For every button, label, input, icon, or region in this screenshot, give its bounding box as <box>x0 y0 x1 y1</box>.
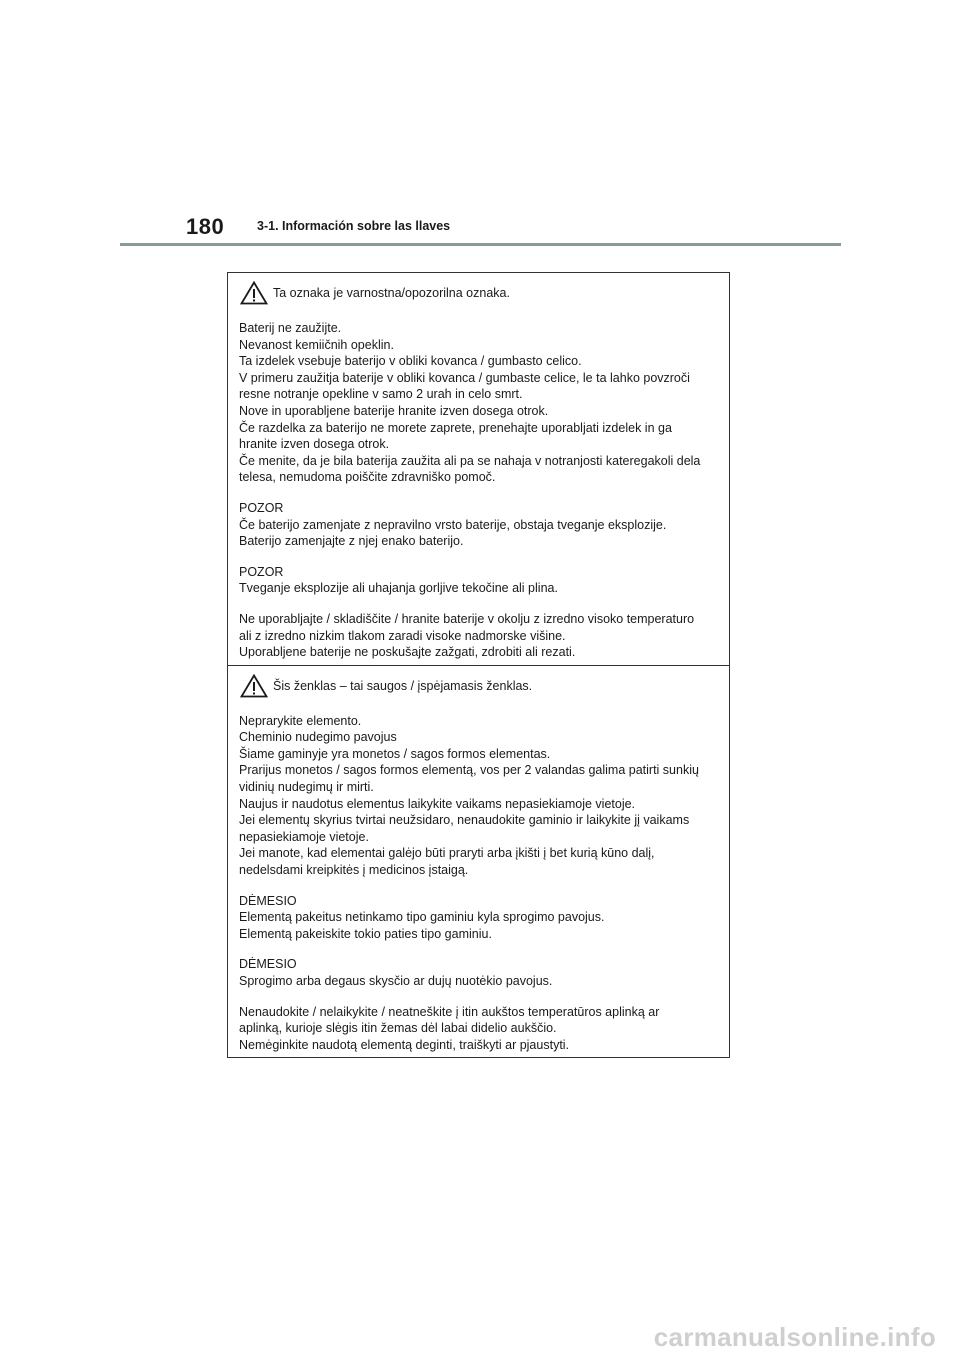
text-line: aplinką, kurioje slėgis itin žemas dėl labai didelio aukščio. <box>239 1021 557 1036</box>
text-line: Nove in uporabljene baterije hranite izven dosega otrok. <box>239 403 549 418</box>
watermark: carmanualsonline.info <box>653 1322 936 1352</box>
text-line: nedelsdami kreipkitės į medicinos įstaigą. <box>239 863 469 878</box>
text-line: Naujus ir naudotus elementus laikykite vaikams nepasiekiamoje vietoje. <box>239 796 636 811</box>
page-number: 180 <box>186 214 225 239</box>
warning-line <box>239 280 719 306</box>
text-line: Baterijo zamenjajte z njej enako baterijo. <box>239 534 464 549</box>
text-line: Cheminio nudegimo pavojus <box>239 730 397 745</box>
notice-paragraphs <box>239 713 719 1054</box>
text-line: Elementą pakeitus netinkamo tipo gaminiu kyla sprogimo pavojus. <box>239 910 605 925</box>
text-line: Baterij ne zaužijte. <box>239 321 342 335</box>
text-line: Jei manote, kad elementai galėjo būti praryti arba įkišti į bet kurią kūno dalį, <box>239 846 655 861</box>
notice-section-lithuanian <box>228 665 729 1058</box>
notice-paragraph <box>239 564 719 597</box>
text-line: Nevanost kemiičnih opeklin. <box>239 337 394 352</box>
text-line: ali z izredno nizkim tlakom zaradi visoke nadmorske višine. <box>239 628 566 643</box>
text-line: vidinių nudegimų ir mirti. <box>239 780 374 795</box>
warning-triangle-icon <box>240 674 268 698</box>
text-line: Sprogimo arba degaus skysčio ar dujų nuotėkio pavojus. <box>239 974 553 988</box>
text-line: Jei elementų skyrius tvirtai neužsidaro, nenaudokite gaminio ir laikykite jį vaikams <box>239 813 690 828</box>
notice-paragraph <box>239 713 719 879</box>
text-line: Neprarykite elemento. <box>239 713 362 728</box>
text-line: nepasiekiamoje vietoje. <box>239 829 369 844</box>
notice-paragraph <box>239 956 719 989</box>
warning-label: Šis ženklas – tai saugos / įspėjamasis ženklas. <box>273 678 533 693</box>
text-line: Tveganje eksplozije ali uhajanja gorljive tekočine ali plina. <box>239 581 558 596</box>
text-line: Ne uporabljajte / skladiščite / hranite baterije v okolju z izredno visoko temperaturo <box>239 611 695 626</box>
text-line: DĖMESIO <box>239 893 297 908</box>
text-line: resne notranje opekline v samo 2 urah in celo smrt. <box>239 387 523 402</box>
text-line: POZOR <box>239 564 284 579</box>
text-line: Če baterijo zamenjate z nepravilno vrsto baterije, obstaja tveganje eksplozije. <box>239 517 667 532</box>
notice-paragraph <box>239 1004 719 1054</box>
notice-paragraph <box>239 893 719 943</box>
text-line: Ta izdelek vsebuje baterijo v obliki kovanca / gumbasto celico. <box>239 354 582 369</box>
text-line: Nemėginkite naudotą elementą deginti, traiškyti ar pjaustyti. <box>239 1037 570 1052</box>
text-line: Uporabljene baterije ne poskušajte zažgati, zdrobiti ali rezati. <box>239 645 576 660</box>
text-line: Če razdelka za baterijo ne morete zaprete, prenehajte uporabljati izdelek in ga <box>239 420 672 435</box>
text-line: Prarijus monetos / sagos formos elementą, vos per 2 valandas galima patirti sunkių <box>239 763 699 778</box>
text-line: Elementą pakeiskite tokio paties tipo gaminiu. <box>239 926 492 941</box>
warning-line <box>239 673 719 699</box>
notice-paragraph <box>239 320 719 486</box>
text-line: telesa, nemudoma poiščite zdravniško pomoč. <box>239 470 496 485</box>
warning-label: Ta oznaka je varnostna/opozorilna oznaka. <box>273 286 510 300</box>
battery-safety-notice-box <box>227 272 730 1058</box>
text-line: Če menite, da je bila baterija zaužita ali pa se nahaja v notranjosti kateregakoli dela <box>239 453 701 468</box>
text-line: hranite izven dosega otrok. <box>239 437 390 452</box>
text-line: POZOR <box>239 500 284 515</box>
warning-triangle-icon <box>240 281 268 305</box>
section-title: 3-1. Información sobre las llaves <box>257 219 451 233</box>
text-line: V primeru zaužitja baterije v obliki kovanca / gumbaste celice, le ta lahko povzroči <box>239 370 690 385</box>
notice-paragraphs <box>239 320 719 661</box>
notice-paragraph <box>239 500 719 550</box>
text-line: Šiame gaminyje yra monetos / sagos formos elementas. <box>239 746 551 761</box>
text-line: DĖMESIO <box>239 957 297 972</box>
header-rule <box>120 243 841 246</box>
text-line: Nenaudokite / nelaikykite / neatneškite į itin aukštos temperatūros aplinką ar <box>239 1004 660 1019</box>
notice-section-slovenian <box>228 273 729 665</box>
notice-paragraph <box>239 611 719 661</box>
